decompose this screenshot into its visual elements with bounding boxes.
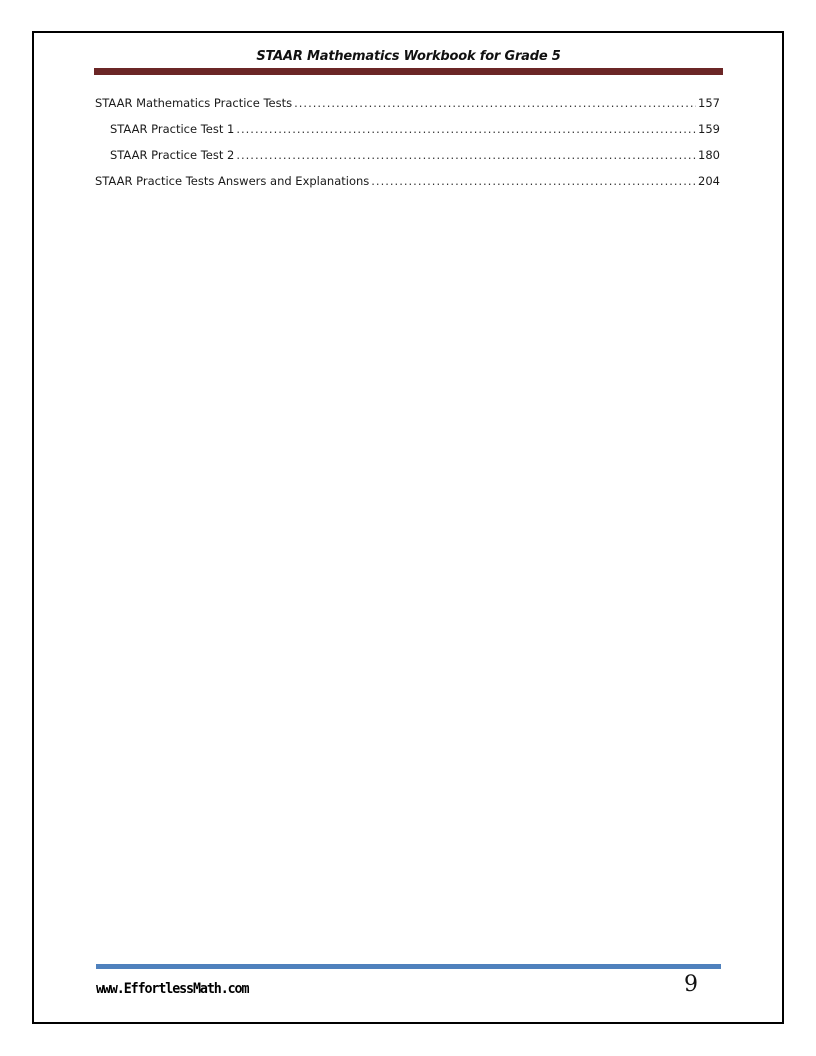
toc-dot-leader (236, 122, 696, 136)
page-number: 9 (684, 972, 698, 997)
header-rule (94, 68, 723, 75)
toc-entry-title: STAAR Practice Tests Answers and Explanations (95, 174, 370, 188)
toc-entry-page: 180 (698, 148, 720, 162)
toc-entry[interactable] (95, 174, 720, 200)
running-header-title: STAAR Mathematics Workbook for Grade 5 (256, 49, 561, 64)
toc-entry-title: STAAR Mathematics Practice Tests (95, 96, 293, 110)
toc-dot-leader (371, 174, 696, 188)
toc-entry-page: 159 (698, 122, 720, 136)
toc-entry-title: STAAR Practice Test 1 (110, 122, 235, 136)
toc-dot-leader (294, 96, 696, 110)
toc-entry-page: 204 (698, 174, 720, 188)
toc-entry-page: 157 (698, 96, 720, 110)
toc-entry[interactable] (95, 96, 720, 122)
footer-rule (96, 964, 721, 969)
footer-website: www.EffortlessMath.com (96, 981, 249, 997)
toc-dot-leader (236, 148, 696, 162)
toc-entry[interactable] (95, 122, 720, 148)
toc-entry[interactable] (95, 148, 720, 174)
table-of-contents (95, 96, 720, 200)
toc-entry-title: STAAR Practice Test 2 (110, 148, 235, 162)
